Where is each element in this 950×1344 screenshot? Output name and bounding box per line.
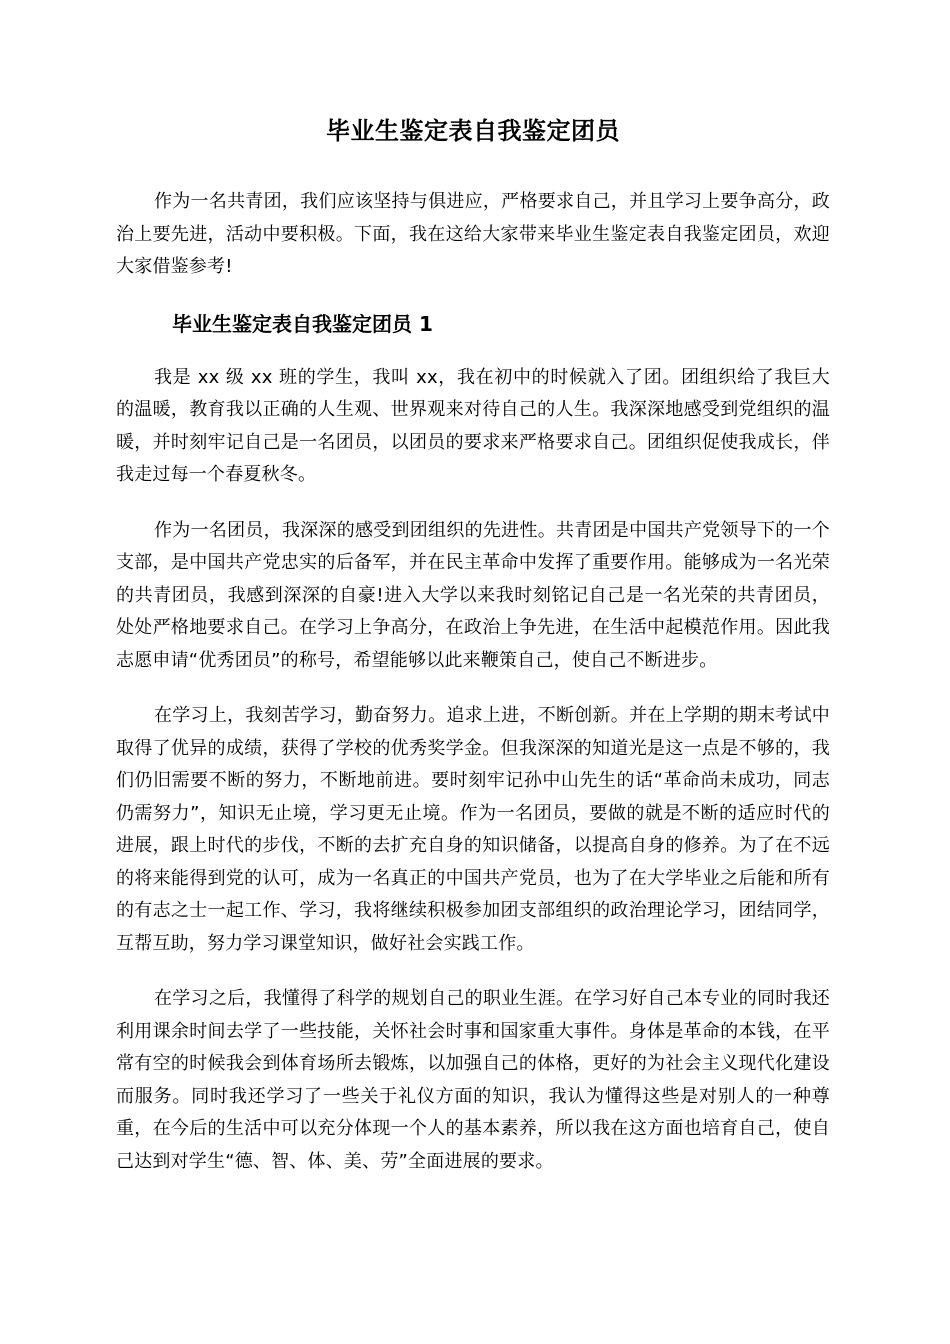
document-title: 毕业生鉴定表自我鉴定团员 [326,117,620,145]
body-paragraph-4: 在学习之后，我懂得了科学的规划自己的职业生涯。在学习好自己本专业的同时我还利用课余时间去学了一些技能，关怀社会时事和国家重大事件。身体是革命的本钱，在平常有空的时候我会到体育场所去锻炼，以加强自己的体格，更好的为社会主义现代化建设而服务。同时我还学习了一些关于礼仪方面的知识，我认为懂得这些是对别人的一种尊重，在今后的生活中可以充分体现一个人的基本素养，所以我在这方面也培育自己，使自己达到对学生“德、智、体、美、劳”全面进展的要求。 [116,988,830,1172]
intro-paragraph: 作为一名共青团，我们应该坚持与俱进应，严格要求自己，并且学习上要争高分，政治上要先进，活动中要积极。下面，我在这给大家带来毕业生鉴定表自我鉴定团员，欢迎大家借鉴参考! [116,191,830,277]
body-paragraph-3: 在学习上，我刻苦学习，勤奋努力。追求上进，不断创新。并在上学期的期末考试中取得了优异的成绩，获得了学校的优秀奖学金。但我深深的知道光是这一点是不够的，我们仍旧需要不断的努力，不断地前进。要时刻牢记孙中山先生的话“革命尚未成功，同志仍需努力”，知识无止境，学习更无止境。作为一名团员，要做的就是不断的适应时代的进展，跟上时代的步伐，不断的去扩充自身的知识储备，以提高自身的修养。为了在不远的将来能得到党的认可，成为一名真正的中国共产党员，也为了在大学毕业之后能和所有的有志之士一起工作、学习，我将继续积极参加团支部组织的政治理论学习，团结同学，互帮互助，努力学习课堂知识，做好社会实践工作。 [116,705,830,954]
body-paragraph-2: 作为一名团员，我深深的感受到团组织的先进性。共青团是中国共产党领导下的一个支部，是中国共产党忠实的后备军，并在民主革命中发挥了重要作用。能够成为一名光荣的共青团员，我感到深深的自豪!进入大学以来我时刻铭记自己是一名光荣的共青团员，处处严格地要求自己。在学习上争高分，在政治上争先进，在生活中起模范作用。因此我志愿申请“优秀团员”的称号，希望能够以此来鞭策自己，使自己不断进步。 [116,519,830,671]
body-paragraph-1: 我是 xx 级 xx 班的学生，我叫 xx，我在初中的时候就入了团。团组织给了我巨大的温暖，教育我以正确的人生观、世界观来对待自己的人生。我深深地感受到党组织的温暖，并时刻牢记自己是一名团员，以团员的要求来严格要求自己。团组织促使我成长，伴我走过每一个春夏秋冬。 [116,366,830,485]
section-heading: 毕业生鉴定表自我鉴定团员 1 [172,311,433,336]
